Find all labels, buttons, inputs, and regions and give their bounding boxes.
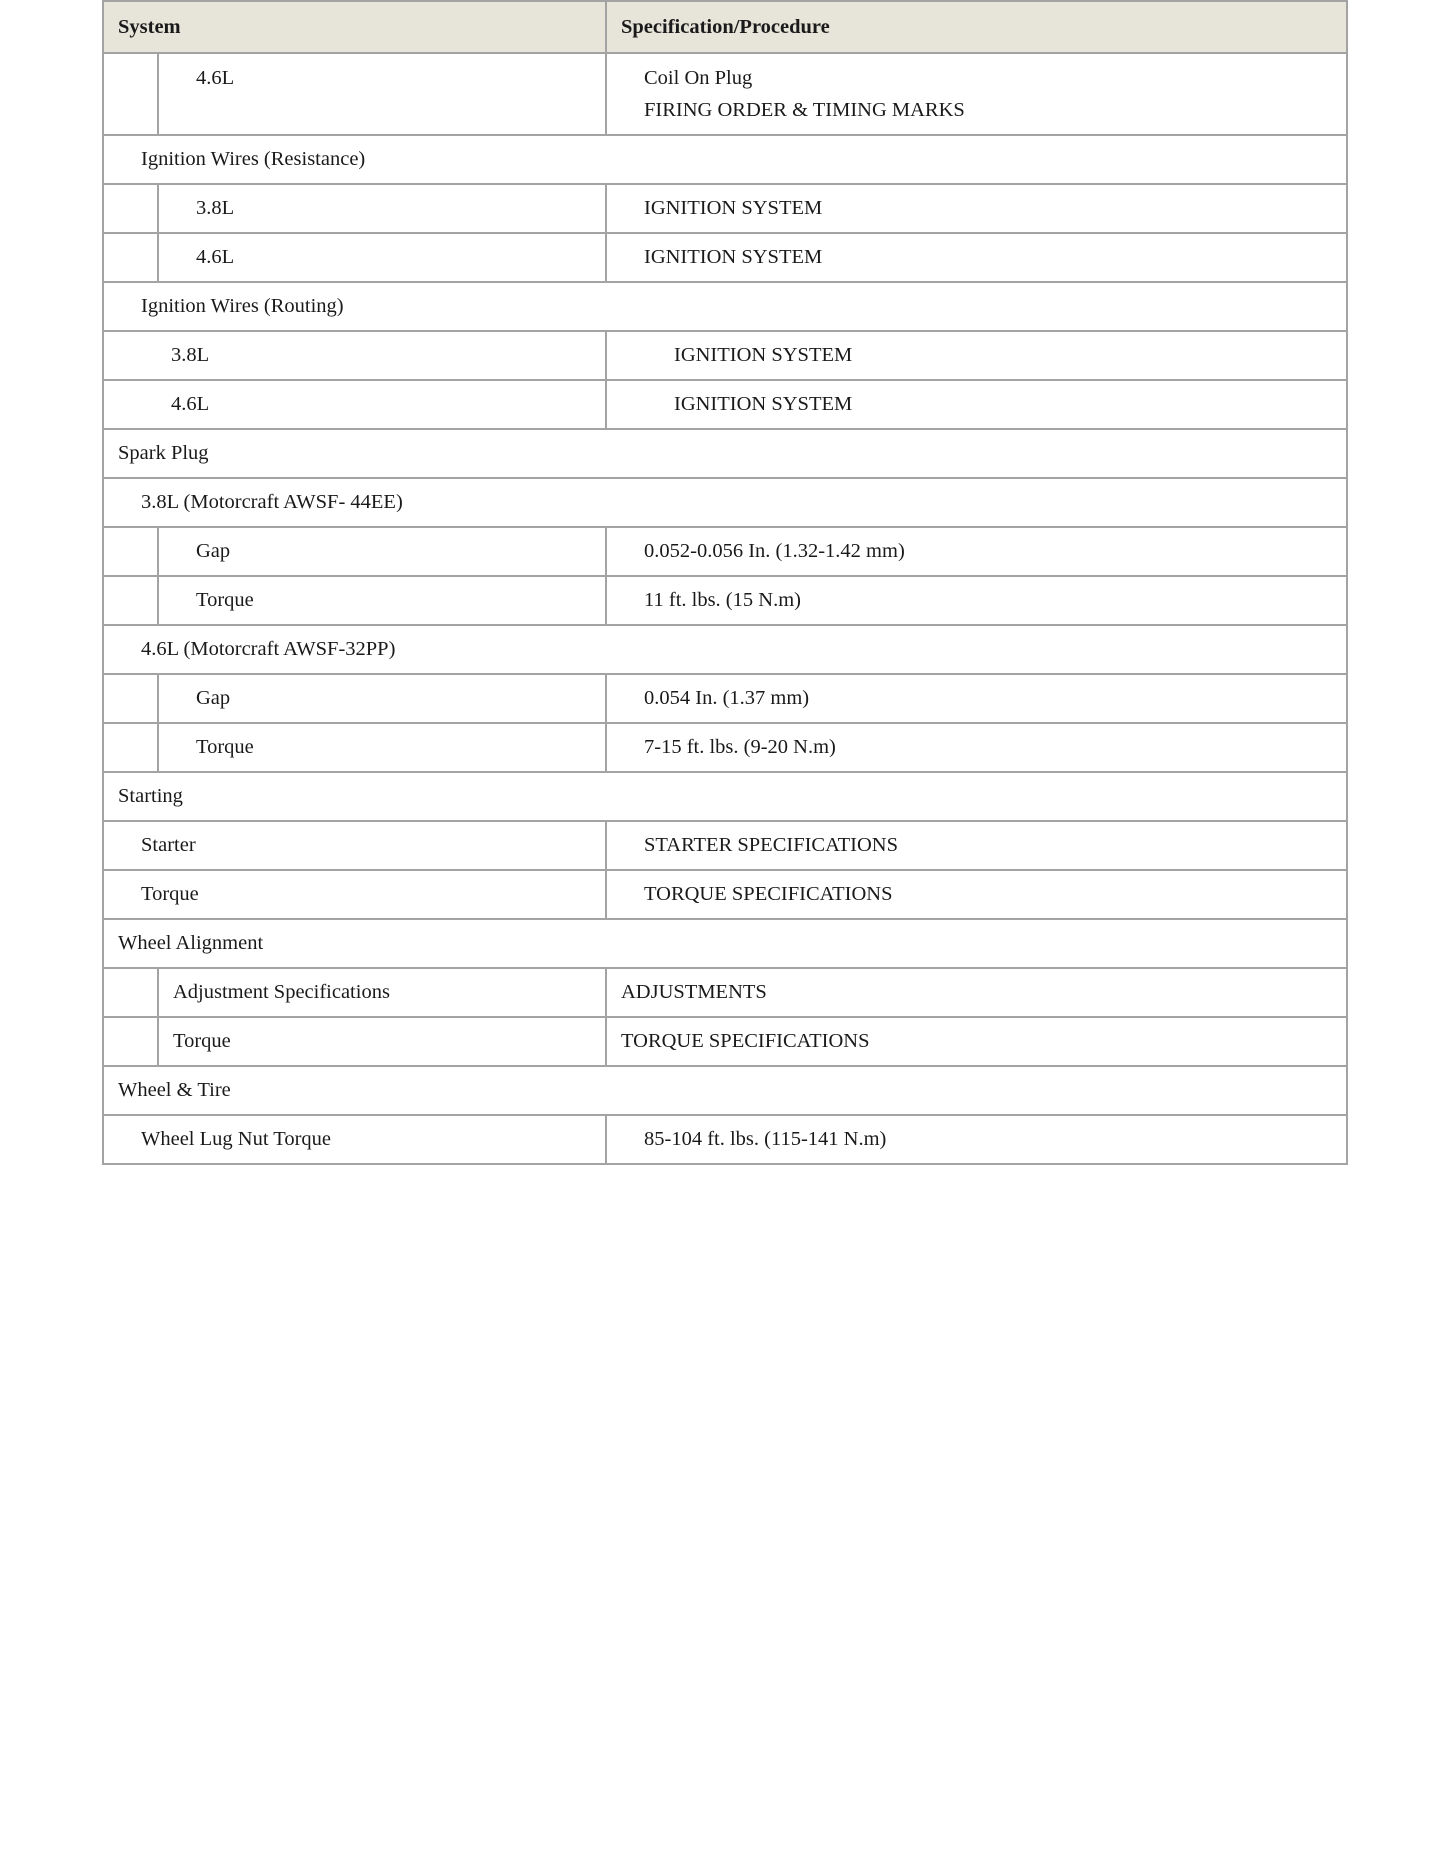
row-value: 0.052-0.056 In. (1.32-1.42 mm) bbox=[644, 540, 905, 563]
table-row bbox=[104, 526, 1346, 575]
row-value: 85-104 ft. lbs. (115-141 N.m) bbox=[644, 1128, 887, 1151]
table-row bbox=[104, 1016, 1346, 1065]
table-section-row bbox=[104, 134, 1346, 183]
row-label-cell bbox=[104, 185, 607, 232]
table-row bbox=[104, 820, 1346, 869]
row-label: 4.6L bbox=[196, 246, 235, 269]
table-row bbox=[104, 575, 1346, 624]
row-label: Torque bbox=[104, 871, 607, 918]
row-value: FIRING ORDER & TIMING MARKS bbox=[644, 98, 965, 121]
row-label: Gap bbox=[196, 540, 231, 563]
table-row bbox=[104, 330, 1346, 379]
table-row bbox=[104, 1114, 1346, 1163]
section-label: Ignition Wires (Routing) bbox=[141, 295, 344, 318]
row-label-cell bbox=[104, 54, 607, 134]
row-value: ADJUSTMENTS bbox=[621, 981, 767, 1004]
table-row bbox=[104, 183, 1346, 232]
table-group-row bbox=[104, 918, 1346, 967]
table-row bbox=[104, 379, 1346, 428]
row-label: Starter bbox=[104, 822, 607, 869]
row-label-cell bbox=[104, 675, 607, 722]
indent-spacer bbox=[104, 1018, 159, 1065]
row-label: Gap bbox=[196, 687, 231, 710]
row-label: 4.6L bbox=[196, 67, 235, 89]
indent-spacer bbox=[104, 54, 159, 134]
table-group-row bbox=[104, 428, 1346, 477]
row-label: Wheel Lug Nut Torque bbox=[104, 1116, 607, 1163]
section-label: 3.8L (Motorcraft AWSF- 44EE) bbox=[141, 491, 403, 514]
indent-spacer bbox=[104, 724, 159, 771]
row-label: 3.8L bbox=[196, 197, 235, 220]
table-section-row bbox=[104, 477, 1346, 526]
row-label: Torque bbox=[196, 736, 254, 759]
row-label: Torque bbox=[173, 1030, 231, 1053]
table-section-row bbox=[104, 624, 1346, 673]
spec-table bbox=[102, 0, 1348, 1165]
row-label-cell bbox=[104, 969, 607, 1016]
table-row bbox=[104, 52, 1346, 134]
indent-spacer bbox=[104, 234, 159, 281]
row-value: 0.054 In. (1.37 mm) bbox=[644, 687, 810, 710]
group-label: Wheel & Tire bbox=[118, 1079, 231, 1102]
header-spec: Specification/Procedure bbox=[621, 15, 830, 38]
table-group-row bbox=[104, 771, 1346, 820]
section-label: 4.6L (Motorcraft AWSF-32PP) bbox=[141, 638, 396, 661]
row-value: Coil On Plug bbox=[644, 67, 753, 89]
row-label-cell bbox=[104, 1018, 607, 1065]
group-label: Starting bbox=[118, 785, 183, 808]
row-label-cell bbox=[104, 724, 607, 771]
table-section-row bbox=[104, 281, 1346, 330]
table-group-row bbox=[104, 1065, 1346, 1114]
table-row bbox=[104, 869, 1346, 918]
row-value: TORQUE SPECIFICATIONS bbox=[644, 883, 893, 906]
group-label: Wheel Alignment bbox=[118, 932, 264, 955]
indent-spacer bbox=[104, 969, 159, 1016]
row-value: TORQUE SPECIFICATIONS bbox=[621, 1030, 870, 1053]
row-label: 4.6L bbox=[104, 381, 607, 428]
indent-spacer bbox=[104, 675, 159, 722]
row-value: 7-15 ft. lbs. (9-20 N.m) bbox=[644, 736, 836, 759]
table-row bbox=[104, 967, 1346, 1016]
indent-spacer bbox=[104, 528, 159, 575]
indent-spacer bbox=[104, 185, 159, 232]
indent-spacer bbox=[104, 577, 159, 624]
table-row bbox=[104, 232, 1346, 281]
row-label: 3.8L bbox=[104, 332, 607, 379]
header-system: System bbox=[104, 2, 607, 52]
row-value: STARTER SPECIFICATIONS bbox=[644, 834, 898, 857]
row-value: IGNITION SYSTEM bbox=[644, 246, 823, 269]
section-label: Ignition Wires (Resistance) bbox=[141, 148, 366, 171]
table-header-row bbox=[104, 2, 1346, 52]
row-value-cell bbox=[607, 54, 1346, 134]
row-label: Adjustment Specifications bbox=[173, 981, 390, 1004]
row-value: IGNITION SYSTEM bbox=[644, 197, 823, 220]
row-value: IGNITION SYSTEM bbox=[674, 393, 853, 416]
row-value: 11 ft. lbs. (15 N.m) bbox=[644, 589, 801, 612]
row-value: IGNITION SYSTEM bbox=[674, 344, 853, 367]
row-label: Torque bbox=[196, 589, 254, 612]
table-row bbox=[104, 722, 1346, 771]
row-label-cell bbox=[104, 577, 607, 624]
row-label-cell bbox=[104, 234, 607, 281]
group-label: Spark Plug bbox=[118, 442, 209, 465]
row-label-cell bbox=[104, 528, 607, 575]
table-row bbox=[104, 673, 1346, 722]
